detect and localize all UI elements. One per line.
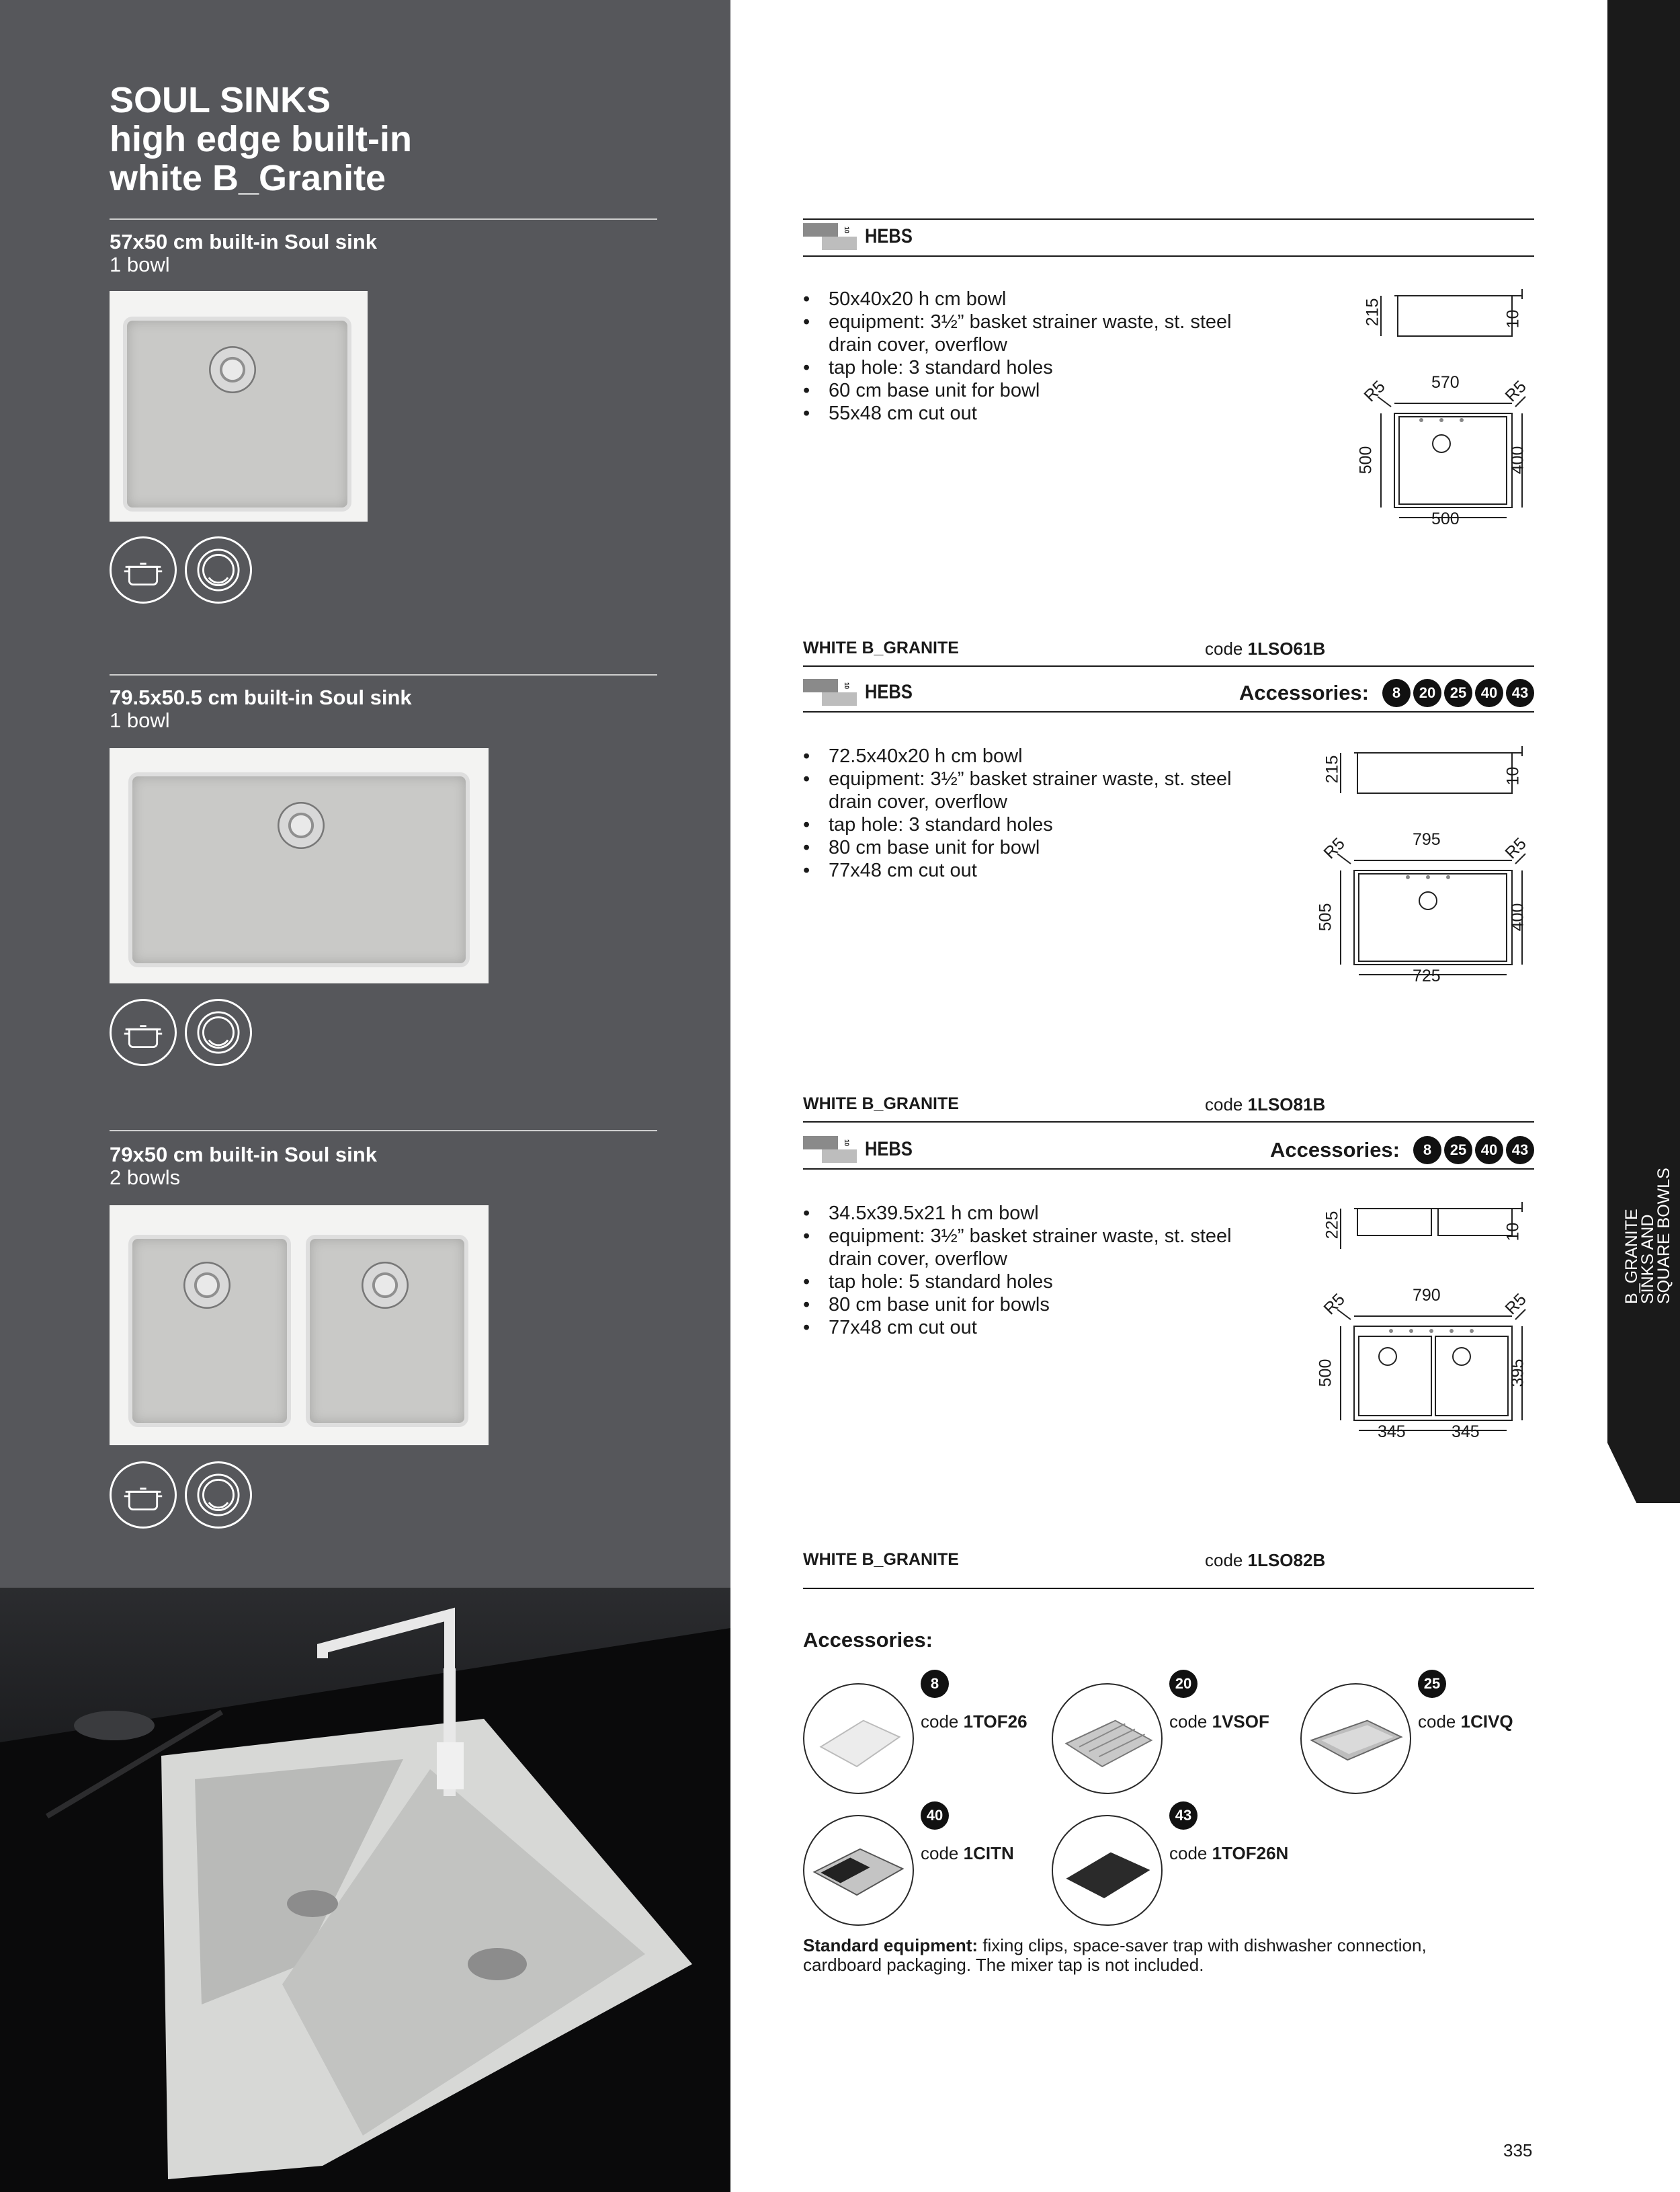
black-drainer-tray-icon <box>804 1816 913 1924</box>
hebs-badge-icon: 10 <box>803 223 857 254</box>
divider <box>110 674 657 676</box>
divider <box>803 665 1534 667</box>
accessory-badge[interactable]: 25 <box>1444 1136 1472 1164</box>
page-number: 335 <box>1503 2140 1533 2160</box>
divider <box>110 1130 657 1131</box>
divider <box>803 711 1534 713</box>
sink-photo <box>110 291 368 522</box>
accessory-item-43[interactable]: 43 code 1TOF26N <box>1052 1801 1307 1916</box>
product-code: code 1LSO61B <box>1205 639 1326 659</box>
product-bowls: 1 bowl <box>110 253 170 276</box>
white-cutting-board-icon <box>804 1684 913 1793</box>
product-code: code 1LSO81B <box>1205 1094 1326 1114</box>
divider <box>803 1121 1534 1123</box>
hebs-badge-icon: 10 <box>803 1136 857 1167</box>
bowl-feature-icon <box>185 1461 252 1529</box>
product-bowls: 2 bowls <box>110 1166 181 1189</box>
accessories-title: Accessories: <box>803 1628 933 1652</box>
accessory-item-25[interactable]: 25 code 1CIVQ <box>1300 1670 1556 1784</box>
side-tab-label: B_GRANITE SINKS AND SQUARE BOWLS <box>1622 1168 1673 1304</box>
left-panel <box>0 0 730 1588</box>
divider <box>803 1168 1534 1170</box>
hebs-label: HEBS <box>865 225 913 247</box>
pot-feature-icon <box>110 1461 177 1529</box>
standard-equipment-note: Standard equipment: fixing clips, space-saver trap with dishwasher connection, cardboard packaging. The mixer tap is not included. <box>803 1935 1427 1975</box>
accessory-badge[interactable]: 40 <box>1475 679 1503 707</box>
accessories-row: Accessories: 8 25 40 43 <box>1270 1136 1534 1164</box>
product-title: 79.5x50.5 cm built-in Soul sink <box>110 686 412 709</box>
divider <box>803 218 1534 220</box>
black-cutting-board-icon <box>1053 1816 1161 1924</box>
color-name: WHITE B_GRANITE <box>803 1550 959 1569</box>
accessory-badge[interactable]: 43 <box>1506 1136 1534 1164</box>
divider <box>110 218 657 220</box>
color-name: WHITE B_GRANITE <box>803 639 959 657</box>
technical-drawing: 225 10 790 R5 R5 500 395 345 345 <box>1310 1195 1532 1451</box>
hebs-label: HEBS <box>865 1138 913 1160</box>
divider <box>803 1588 1534 1589</box>
accessory-badge[interactable]: 25 <box>1444 679 1472 707</box>
steel-tray-icon <box>1302 1684 1410 1793</box>
pot-feature-icon <box>110 536 177 604</box>
accessory-item-20[interactable]: 20 code 1VSOF <box>1052 1670 1307 1784</box>
bowl-feature-icon <box>185 536 252 604</box>
steel-basket-icon <box>1053 1684 1161 1793</box>
product-bowls: 1 bowl <box>110 708 170 732</box>
pot-feature-icon <box>110 999 177 1066</box>
accessory-badge[interactable]: 20 <box>1413 679 1441 707</box>
product-code: code 1LSO82B <box>1205 1550 1326 1570</box>
technical-drawing: 215 10 570 R5 R5 500 400 500 <box>1351 282 1532 538</box>
spec-list: • 34.5x39.5x21 h cm bowl • equipment: 3½” basket strainer waste, st. steel drain cover, overflow • tap hole: 5 standard holes • 80 cm base unit for bowls • 77x48 cm cut out <box>803 1202 1233 1339</box>
accessory-item-8[interactable]: 8 code 1TOF26 <box>803 1670 1058 1784</box>
hebs-badge-icon: 10 <box>803 679 857 710</box>
bowl-feature-icon <box>185 999 252 1066</box>
spec-list: • 50x40x20 h cm bowl • equipment: 3½” basket strainer waste, st. steel drain cover, overflow • tap hole: 3 standard holes • 60 cm base unit for bowl • 55x48 cm cut out <box>803 288 1233 425</box>
hero-photo-double-sink <box>0 1588 730 2192</box>
sink-photo <box>110 748 489 983</box>
accessory-badge[interactable]: 8 <box>1413 1136 1441 1164</box>
divider <box>803 255 1534 257</box>
color-name: WHITE B_GRANITE <box>803 1094 959 1113</box>
accessories-row: Accessories: 8 20 25 40 43 <box>1239 679 1534 707</box>
product-title: 57x50 cm built-in Soul sink <box>110 230 377 253</box>
hebs-label: HEBS <box>865 681 913 703</box>
accessory-badge[interactable]: 43 <box>1506 679 1534 707</box>
sink-photo <box>110 1205 489 1445</box>
product-title: 79x50 cm built-in Soul sink <box>110 1143 377 1166</box>
page-title: SOUL SINKS high edge built-in white B_Granite <box>110 80 412 198</box>
accessory-badge[interactable]: 40 <box>1475 1136 1503 1164</box>
accessory-item-40[interactable]: 40 code 1CITN <box>803 1801 1058 1916</box>
technical-drawing: 215 10 795 R5 R5 505 400 725 <box>1310 739 1532 995</box>
accessory-badge[interactable]: 8 <box>1382 679 1411 707</box>
spec-list: • 72.5x40x20 h cm bowl • equipment: 3½” basket strainer waste, st. steel drain cover, overflow • tap hole: 3 standard holes • 80 cm base unit for bowl • 77x48 cm cut out <box>803 745 1233 882</box>
